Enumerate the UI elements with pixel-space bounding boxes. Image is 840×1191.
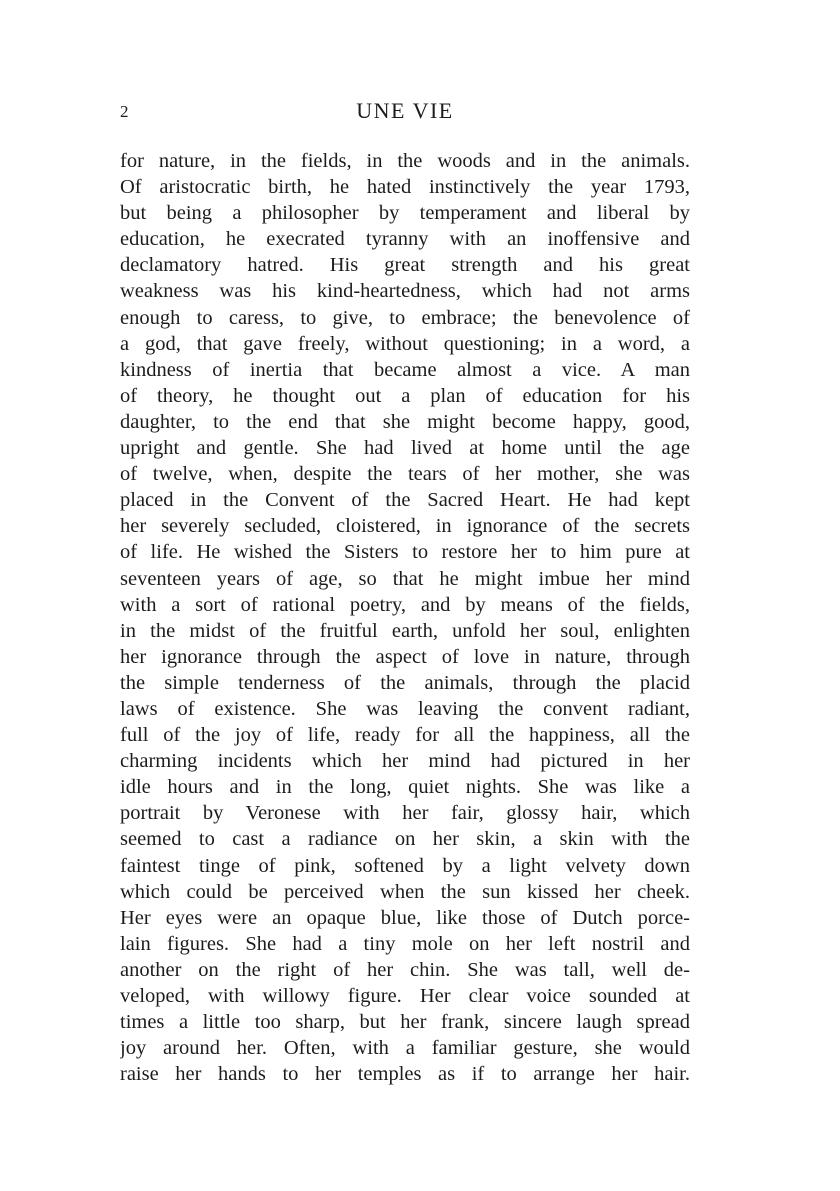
text-line: education, he execrated tyranny with an inoffensive and [120, 228, 690, 251]
text-line: in the midst of the fruitful earth, unfold her soul, enlighten [120, 619, 690, 642]
text-line: a god, that gave freely, without questioning; in a word, a [120, 332, 690, 355]
text-line: faintest tinge of pink, softened by a light velvety down [120, 854, 690, 877]
text-line: seventeen years of age, so that he might imbue her mind [120, 567, 690, 590]
text-line: the simple tenderness of the animals, through the placid [120, 671, 690, 694]
text-line: Her eyes were an opaque blue, like those of Dutch porce- [120, 906, 690, 929]
text-line: of theory, he thought out a plan of education for his [120, 384, 690, 407]
text-line: another on the right of her chin. She was tall, well de- [120, 958, 690, 981]
text-line: her severely secluded, cloistered, in ignorance of the secrets [120, 515, 690, 538]
text-line: charming incidents which her mind had pictured in her [120, 750, 690, 773]
text-line: of life. He wished the Sisters to restore her to him pure at [120, 541, 690, 564]
text-line: portrait by Veronese with her fair, glossy hair, which [120, 802, 690, 825]
text-line: daughter, to the end that she might become happy, good, [120, 410, 690, 433]
text-line: her ignorance through the aspect of love in nature, through [120, 645, 690, 668]
text-line: idle hours and in the long, quiet nights. She was like a [120, 776, 690, 799]
text-line: but being a philosopher by temperament and liberal by [120, 202, 690, 225]
text-line: Of aristocratic birth, he hated instinctively the year 1793, [120, 176, 690, 199]
text-line: kindness of inertia that became almost a vice. A man [120, 358, 690, 381]
text-line: upright and gentle. She had lived at home until the age [120, 437, 690, 460]
page-number: 2 [120, 102, 130, 121]
text-line: full of the joy of life, ready for all the happiness, all the [120, 724, 690, 747]
text-line: placed in the Convent of the Sacred Heart. He had kept [120, 489, 690, 512]
running-title: UNE VIE [356, 98, 454, 123]
text-line: declamatory hatred. His great strength and his great [120, 254, 690, 277]
text-line: joy around her. Often, with a familiar gesture, she would [120, 1037, 690, 1060]
text-line: of twelve, when, despite the tears of her mother, she was [120, 463, 690, 486]
text-line: veloped, with willowy figure. Her clear voice sounded at [120, 985, 690, 1007]
text-line: which could be perceived when the sun kissed her cheek. [120, 880, 690, 903]
text-line: with a sort of rational poetry, and by means of the fields, [120, 593, 690, 616]
body-text [120, 148, 690, 1087]
text-line: laws of existence. She was leaving the convent radiant, [120, 697, 690, 720]
text-line: times a little too sharp, but her frank, sincere laugh spread [120, 1011, 690, 1034]
text-line: raise her hands to her temples as if to arrange her hair. [120, 1063, 690, 1086]
page-header [120, 98, 690, 128]
text-line: seemed to cast a radiance on her skin, a skin with the [120, 828, 690, 851]
text-line: weakness was his kind-heartedness, which had not arms [120, 280, 690, 303]
text-line: lain figures. She had a tiny mole on her left nostril and [120, 932, 690, 955]
text-line: for nature, in the fields, in the woods and in the animals. [120, 150, 690, 172]
text-line: enough to caress, to give, to embrace; the benevolence of [120, 306, 690, 329]
